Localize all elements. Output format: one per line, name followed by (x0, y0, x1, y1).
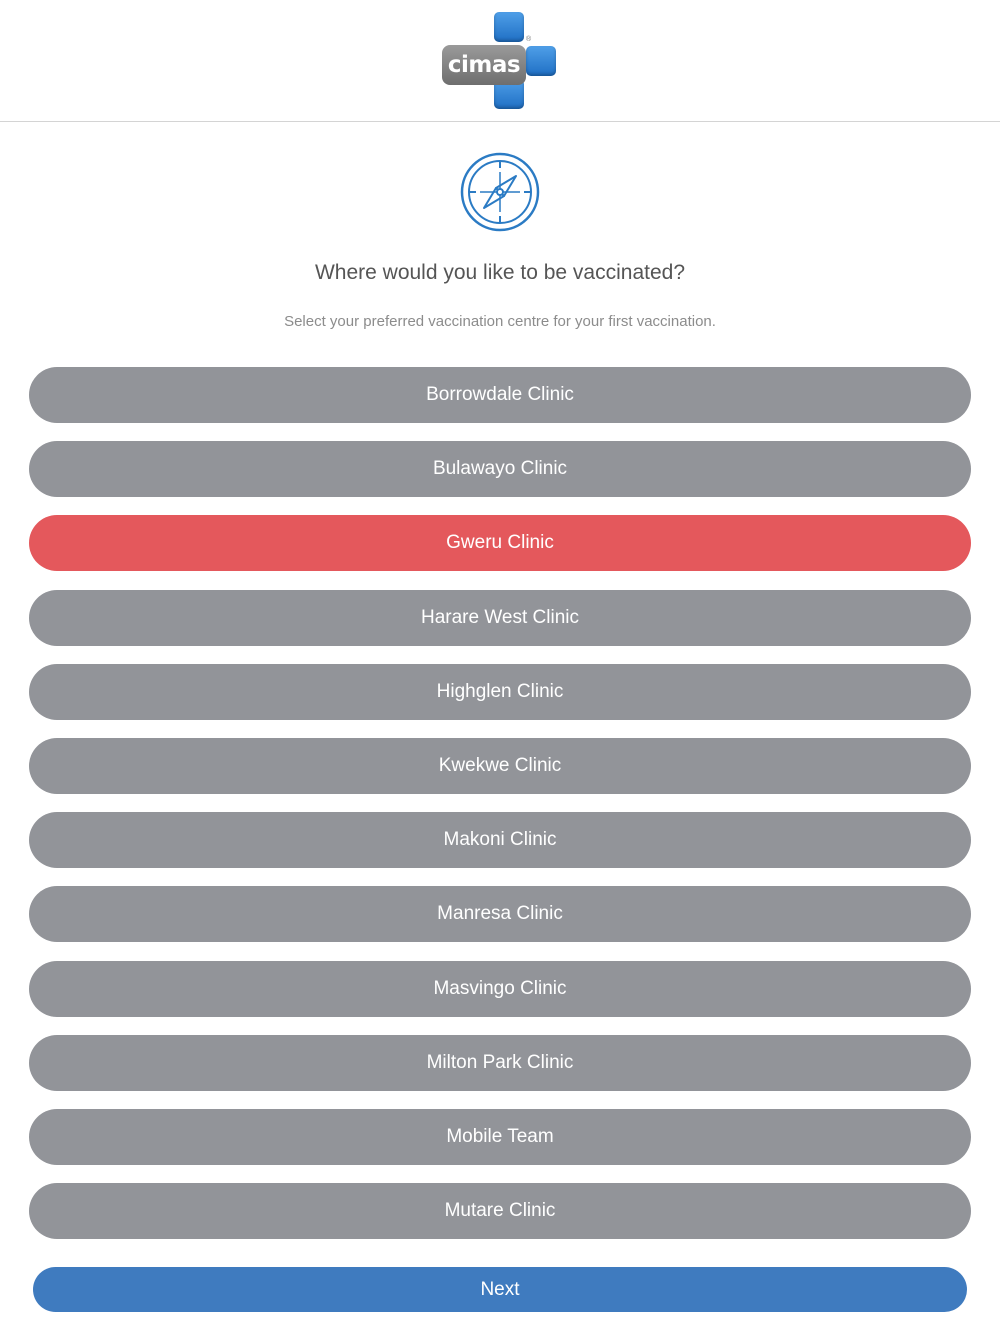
clinic-option[interactable]: Mobile Team (29, 1109, 971, 1165)
clinic-option[interactable]: Highglen Clinic (29, 664, 971, 720)
clinic-option[interactable]: Milton Park Clinic (29, 1035, 971, 1091)
clinic-option[interactable]: Kwekwe Clinic (29, 738, 971, 794)
page-title: Where would you like to be vaccinated? (314, 261, 686, 284)
clinic-option[interactable]: Harare West Clinic (29, 590, 971, 646)
compass-icon (459, 151, 541, 233)
clinic-option[interactable]: Gweru Clinic (29, 515, 971, 571)
clinic-option[interactable]: Bulawayo Clinic (29, 441, 971, 497)
logo-square-right (526, 46, 556, 76)
logo-registered-mark: ® (526, 36, 532, 43)
clinic-option[interactable]: Borrowdale Clinic (29, 367, 971, 423)
cimas-logo (442, 12, 560, 110)
page-subtitle: Select your preferred vaccination centre for your first vaccination. (284, 313, 716, 330)
logo-square-top (494, 12, 524, 42)
clinic-option[interactable]: Manresa Clinic (29, 886, 971, 942)
clinic-option[interactable]: Masvingo Clinic (29, 961, 971, 1017)
next-button[interactable]: Next (33, 1267, 967, 1312)
clinic-option[interactable]: Makoni Clinic (29, 812, 971, 868)
app-header (0, 0, 1000, 122)
clinic-option[interactable]: Mutare Clinic (29, 1183, 971, 1239)
logo-wordmark: cimas (442, 45, 526, 85)
